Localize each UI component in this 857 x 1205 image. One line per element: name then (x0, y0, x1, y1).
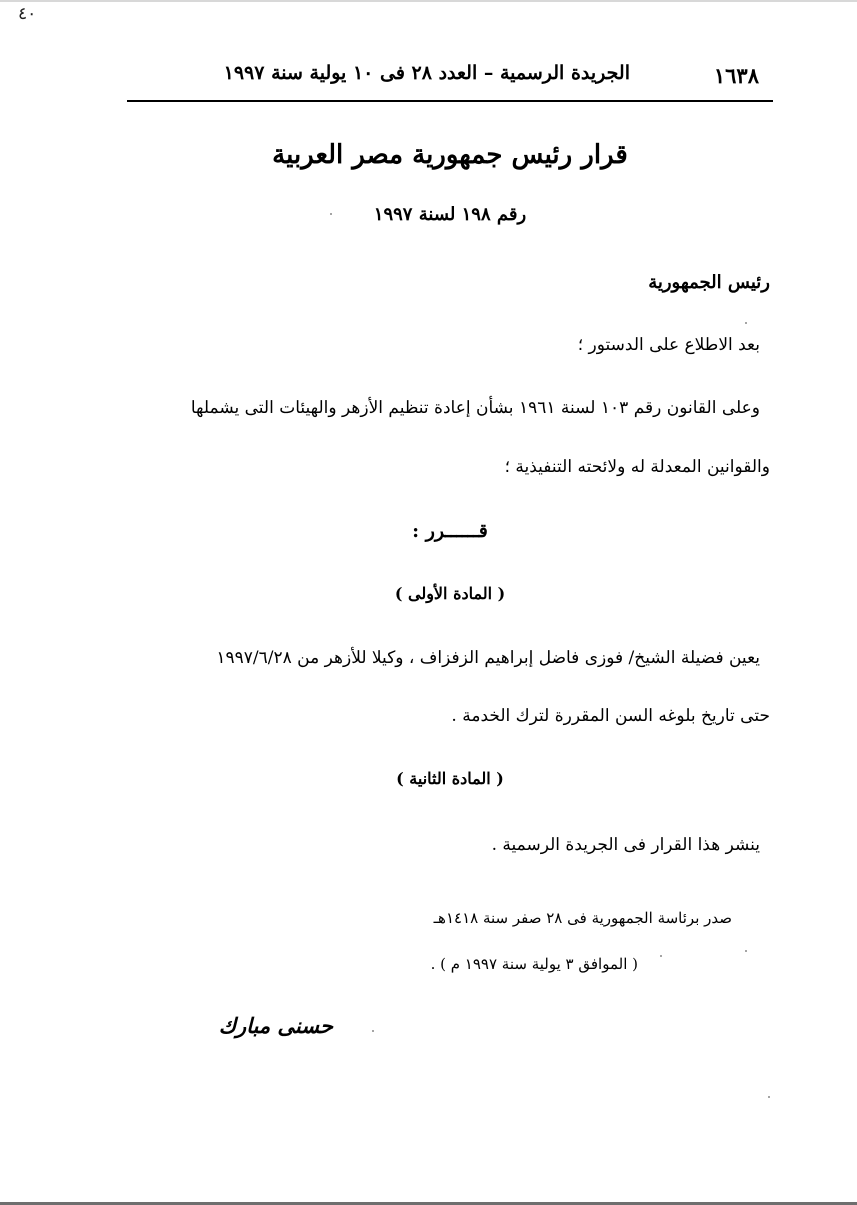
scan-speck (660, 955, 662, 957)
president-heading: رئيس الجمهورية (648, 272, 770, 293)
scan-speck (745, 950, 747, 952)
article-one-line-2: حتى تاريخ بلوغه السن المقررة لترك الخدمة . (451, 706, 770, 726)
corresponding-date-line: ( الموافق ٣ يولية سنة ١٩٩٧ م ) . (430, 955, 638, 973)
header-divider (127, 100, 773, 102)
preamble-line-2: وعلى القانون رقم ١٠٣ لسنة ١٩٦١ بشأن إعادة تنظيم الأزهر والهيئات التى يشملها (190, 398, 760, 418)
corner-handwritten-mark: ٤٠ (18, 4, 37, 24)
page-top-edge (0, 0, 857, 2)
article-one-line-1: يعين فضيلة الشيخ/ فوزى فاضل إبراهيم الزفزاف ، وكيلا للأزهر من ١٩٩٧/٦/٢٨ (216, 648, 760, 668)
issued-at-line: صدر برئاسة الجمهورية فى ٢٨ صفر سنة ١٤١٨هـ (433, 909, 732, 927)
article-two-heading: ( المادة الثانية ) (396, 769, 504, 788)
signature: حسنى مبارك (218, 1013, 333, 1038)
header-publication: الجريدة الرسمية – العدد ٢٨ فى ١٠ يولية سنة ١٩٩٧ (223, 62, 630, 84)
scan-speck (768, 1096, 770, 1098)
article-one-heading: ( المادة الأولى ) (394, 584, 506, 603)
scan-speck (372, 1030, 374, 1032)
decision-word: قــــــرر : (412, 520, 488, 542)
decree-title: قرار رئيس جمهورية مصر العربية (272, 140, 628, 170)
preamble-line-1: بعد الاطلاع على الدستور ؛ (577, 335, 760, 355)
header-page-number: ١٦٣٨ (713, 63, 759, 88)
preamble-line-3: والقوانين المعدلة له ولائحته التنفيذية ؛ (504, 457, 770, 477)
decree-number: رقم ١٩٨ لسنة ١٩٩٧ (373, 204, 527, 225)
article-two-line-1: ينشر هذا القرار فى الجريدة الرسمية . (491, 835, 760, 855)
scan-speck (330, 213, 332, 215)
scan-speck (745, 322, 747, 324)
